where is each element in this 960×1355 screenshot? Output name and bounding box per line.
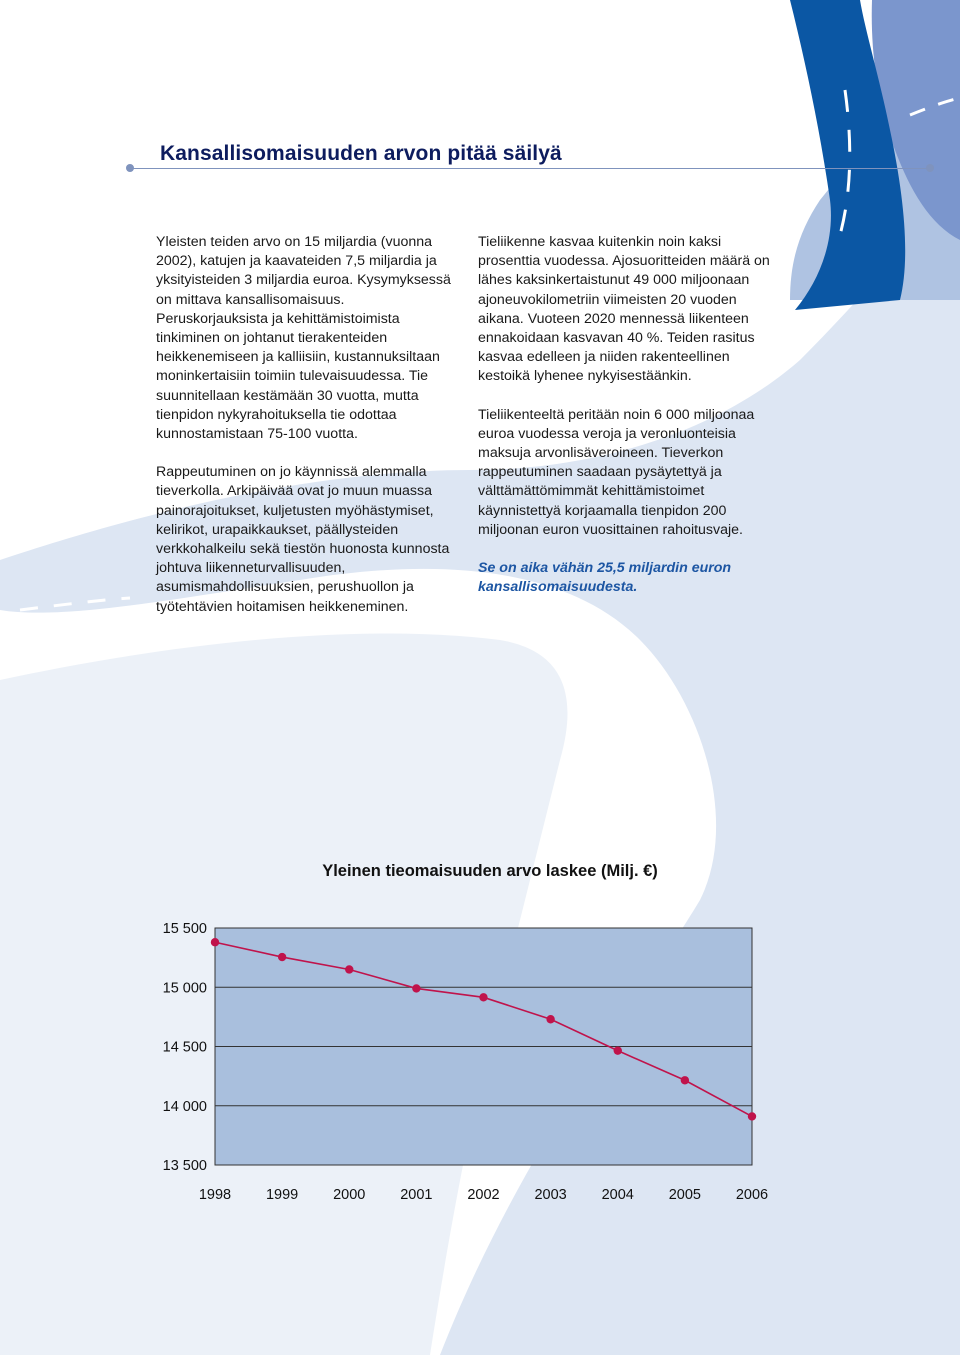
data-point — [412, 984, 420, 992]
data-point — [614, 1046, 622, 1054]
y-tick-label: 15 000 — [162, 980, 207, 997]
x-tick-label: 2005 — [668, 1187, 702, 1203]
left-paragraph-2: Rappeutuminen on jo käynnissä alemmalla tieverkolla. Arkipäivää ovat jo muun muassa painorajoitukset, kuljetusten myöhästymiset, kelirikot, urapaikkaukset, päällysteiden verkkohalkeilu sekä tiestön huonosta kunnosta johtuva liikenneturvallisuuden, asumismahdollisuuksien, perushuollon ja työtehtävien hoitamisen heikkeneminen. — [156, 464, 450, 615]
right-paragraph-2: Tieliikenteeltä peritään noin 6 000 miljoonaa euroa vuodessa veroja ja veronluonteisia maksuja arvonlisäveroineen. Tieverkon rappeutuminen saadaan pysäytettyä ja välttämättömimmät kehittämistoimet käynnistettyä korjaamalla tienpidon 200 miljoonan euron vuosittainen rahoitusvaje. — [478, 406, 755, 538]
y-tick-label: 14 000 — [162, 1098, 207, 1115]
x-tick-label: 2000 — [333, 1187, 366, 1203]
header-rule — [130, 168, 930, 169]
x-tick-label: 2001 — [400, 1187, 433, 1203]
x-tick-label: 1999 — [265, 1187, 299, 1203]
data-point — [479, 993, 487, 1001]
data-point — [681, 1076, 689, 1084]
data-point — [211, 938, 219, 946]
chart-title: Yleinen tieomaisuuden arvo laskee (Milj. €) — [322, 862, 658, 880]
x-tick-label: 2002 — [467, 1187, 500, 1203]
data-point — [748, 1112, 756, 1120]
value-line-chart — [140, 905, 790, 1215]
header-rule-left-dot — [126, 164, 134, 172]
data-point — [345, 965, 353, 973]
left-column — [156, 233, 456, 636]
right-column — [478, 233, 778, 616]
left-paragraph-1: Yleisten teiden arvo on 15 miljardia (vuonna 2002), katujen ja kaavateiden 7,5 miljardia ja yksityisteiden 3 miljardia euroa. Kysymyksessä on mittava kansallisomaisuus. Peruskorjauksista ja kehittämistoimista tinkiminen on johtanut tierakenteiden heikkenemiseen ja kalliisiin, kustannuksiltaan moninkertaisiin toimiin tulevaisuudessa. Tie suunnitellaan kestämään 30 vuotta, mutta tienpidon nykyrahoituksella tie odottaa kunnostamistaan 75-100 vuotta. — [156, 234, 451, 443]
x-tick-label: 2006 — [735, 1187, 769, 1203]
header-rule-right-dot — [926, 164, 934, 172]
x-tick-label: 1998 — [198, 1187, 232, 1203]
data-point — [278, 953, 286, 961]
x-tick-label: 2003 — [534, 1187, 567, 1203]
data-point — [546, 1015, 554, 1023]
y-tick-label: 14 500 — [162, 1039, 207, 1056]
y-tick-label: 15 500 — [162, 921, 207, 937]
right-paragraph-1: Tieliikenne kasvaa kuitenkin noin kaksi prosenttia vuodessa. Ajosuoritteiden määrä on lähes kaksinkertaistunut 49 000 miljoonaan ajoneuvokilometriin viimeisten 20 vuoden aikana. Vuoteen 2020 mennessä liikenteen ennakoidaan kasvavan 40 %. Teiden rasitus kasvaa edelleen ja niiden rakenteellinen kestoikä lyhenee nykyisestäänkin. — [478, 234, 770, 385]
y-tick-label: 13 500 — [162, 1158, 207, 1174]
page-title: Kansallisomaisuuden arvon pitää säilyä — [160, 142, 562, 165]
x-tick-label: 2004 — [601, 1187, 634, 1203]
highlight-statement: Se on aika vähän 25,5 miljardin euron kansallisomaisuudesta. — [478, 560, 732, 596]
